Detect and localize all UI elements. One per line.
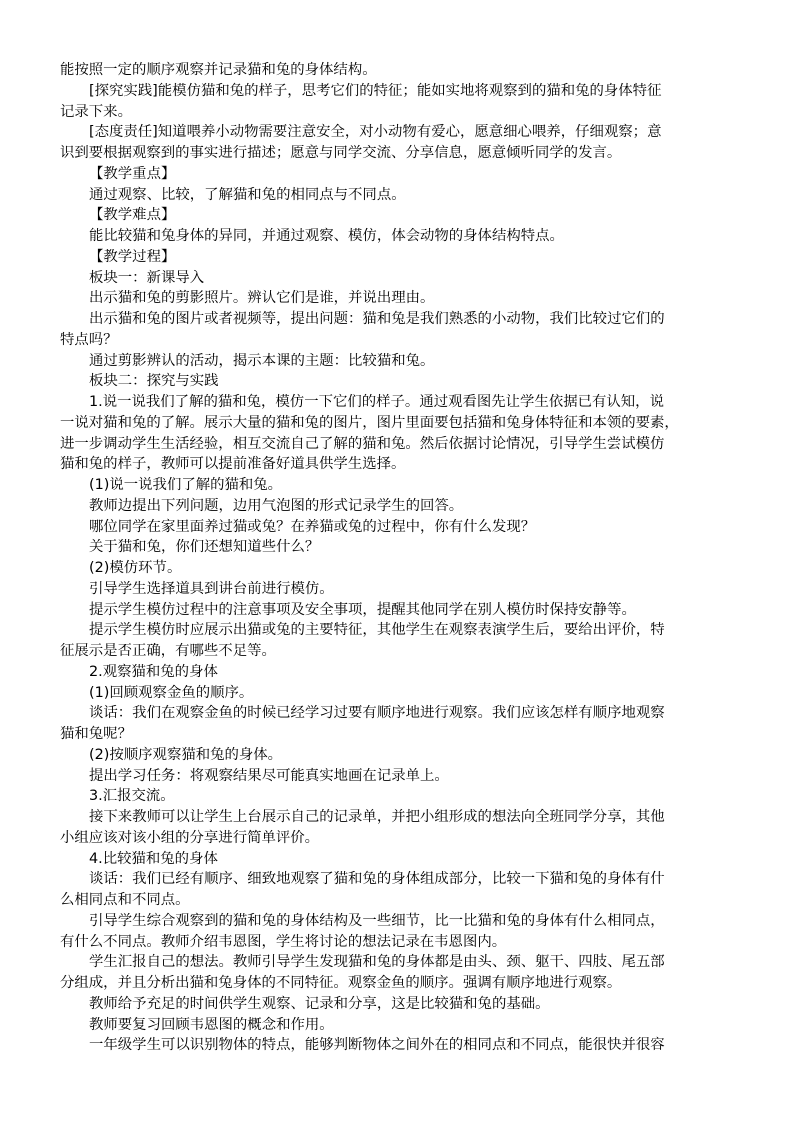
text-line: 引导学生选择道具到讲台前进行模仿。: [89, 580, 334, 597]
text-line: 板块一：新课导入: [89, 269, 205, 286]
text-line: 猫和兔呢？: [60, 726, 132, 742]
text-line: 提出学习任务：将观察结果尽可能真实地画在记录单上。: [89, 767, 449, 784]
text-line: 有什么不同点。教师介绍韦恩图，学生将讨论的想法记录在韦恩图内。: [60, 933, 507, 950]
text-line: (2)模仿环节。: [89, 560, 182, 576]
text-line: 特点吗？: [60, 331, 118, 348]
text-line: 学生汇报自己的想法。教师引导学生发现猫和兔的身体都是由头、颈、躯干、四肢、尾五部: [89, 954, 665, 971]
text-line: 4.比较猫和兔的身体: [89, 850, 218, 867]
text-line: 谈话：我们已经有顺序、细致地观察了猫和兔的身体组成部分，比较一下猫和兔的身体有什: [89, 871, 665, 888]
text-line: 谈话：我们在观察金鱼的时候已经学习过要有顺序地进行观察。我们应该怎样有顺序地观察: [89, 705, 665, 722]
text-line: 提示学生模仿过程中的注意事项及安全事项，提醒其他同学在别人模仿时保持安静等。: [89, 601, 636, 618]
text-line: 出示猫和兔的剪影照片。辨认它们是谁，并说出理由。: [89, 290, 435, 307]
text-line: 一说对猫和兔的了解。展示大量的猫和兔的图片，图片里面要包括猫和兔身体特征和本领的要素，: [60, 414, 679, 431]
text-line: 能比较猫和兔身体的异同，并通过观察、模仿，体会动物的身体结构特点。: [89, 228, 564, 244]
text-line: 通过剪影辨认的活动，揭示本课的主题：比较猫和兔。: [89, 352, 435, 369]
text-line: 记录下来。: [60, 103, 132, 120]
text-line: 分组成，并且分析出猫和兔身体的不同特征。观察金鱼的顺序。强调有顺序地进行观察。: [60, 975, 622, 991]
text-line: 教师边提出下列问题，边用气泡图的形式记录学生的回答。: [89, 497, 464, 514]
text-line: [探究实践]能模仿猫和兔的样子，思考它们的特征；能如实地将观察到的猫和兔的身体特征: [89, 82, 662, 99]
text-line: 通过观察、比较，了解猫和兔的相同点与不同点。: [89, 186, 406, 203]
text-line: 教师给予充足的时间供学生观察、记录和分享，这是比较猫和兔的基础。: [89, 995, 550, 1012]
text-line: 哪位同学在家里面养过猫或兔？在养猫或兔的过程中，你有什么发现？: [89, 518, 536, 535]
text-line: (1)回顾观察金鱼的顺序。: [89, 684, 254, 701]
text-line: 小组应该对该小组的分享进行简单评价。: [60, 829, 320, 846]
text-line: 进一步调动学生生活经验，相互交流自己了解的猫和兔。然后依据讨论情况，引导学生尝试模仿: [60, 435, 665, 452]
text-line: 出示猫和兔的图片或者视频等，提出问题：猫和兔是我们熟悉的小动物，我们比较过它们的: [89, 311, 665, 327]
text-line: 能按照一定的顺序观察并记录猫和兔的身体结构。: [60, 62, 377, 78]
text-line: 征展示是否正确，有哪些不足等。: [60, 643, 276, 659]
text-line: 接下来教师可以让学生上台展示自己的记录单，并把小组形成的想法向全班同学分享，其他: [89, 809, 665, 825]
text-line: 板块二：探究与实践: [89, 373, 219, 390]
text-line: 关于猫和兔，你们还想知道些什么？: [89, 539, 320, 556]
text-line: 【教学重点】: [89, 165, 176, 182]
document-page: [60, 60, 736, 1056]
text-line: [态度责任]知道喂养小动物需要注意安全，对小动物有爱心，愿意细心喂养，仔细观察；意: [89, 124, 662, 141]
text-line: 猫和兔的样子，教师可以提前准备好道具供学生选择。: [60, 456, 406, 473]
text-line: 一年级学生可以识别物体的特点，能够判断物体之间外在的相同点和不同点，能很快并很容: [89, 1037, 665, 1054]
text-line: 【教学过程】: [89, 248, 176, 265]
text-line: 么相同点和不同点。: [60, 892, 190, 908]
text-line: 提示学生模仿时应展示出猫或兔的主要特征，其他学生在观察表演学生后，要给出评价，特: [89, 622, 665, 639]
text-line: (2)按顺序观察猫和兔的身体。: [89, 746, 283, 763]
text-line: (1)说一说我们了解的猫和兔。: [89, 477, 283, 493]
text-line: 2.观察猫和兔的身体: [89, 663, 218, 680]
text-line: 教师要复习回顾韦恩图的概念和作用。: [89, 1016, 334, 1033]
text-line: 1.说一说我们了解的猫和兔，模仿一下它们的样子。通过观看图先让学生依据已有认知，说: [89, 394, 664, 410]
text-line: 识到要根据观察到的事实进行描述；愿意与同学交流、分享信息，愿意倾听同学的发言。: [60, 145, 622, 161]
text-line: 3.汇报交流。: [89, 788, 175, 805]
text-line: 引导学生综合观察到的猫和兔的身体结构及一些细节，比一比猫和兔的身体有什么相同点，: [89, 912, 665, 929]
text-line: 【教学难点】: [89, 207, 176, 224]
